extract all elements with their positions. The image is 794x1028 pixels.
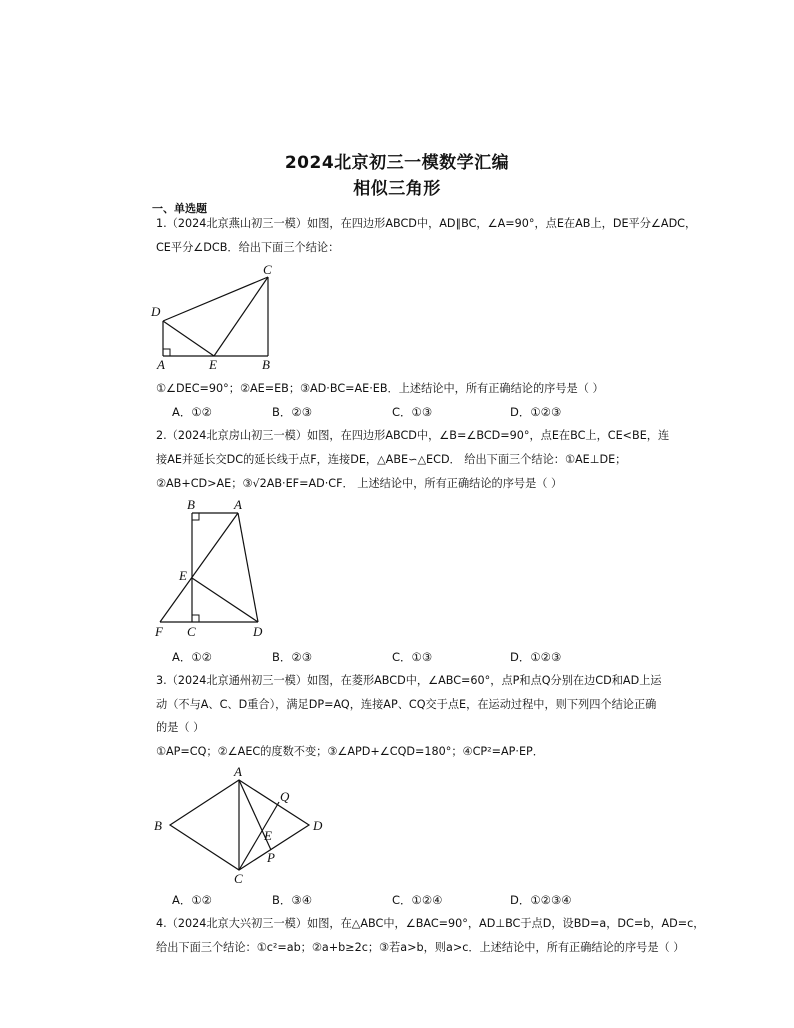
q3-line-2: 动（不与A、C、D重合），满足DP=AQ，连接AP、CQ交于点E，在运动过程中，则下列四个结论正确 [156,698,657,711]
q2-label-f: F [155,624,163,639]
q2-label-e: E [179,568,187,583]
q3-label-d: D [313,818,323,833]
q3-line-4: ①AP=CQ；②∠AEC的度数不变；③∠APD+∠CQD=180°；④CP²=AP·EP． [156,745,544,758]
section-heading: 一、单选题 [152,202,207,215]
q3-option-c[interactable]: C．①②④ [392,893,443,907]
q3-option-a[interactable]: A．①② [172,893,212,907]
q2-option-c[interactable]: C．①③ [392,650,433,664]
q3-label-b: B [154,818,162,833]
q2-label-a: A [234,497,242,512]
q3-option-d[interactable]: D．①②③④ [510,893,572,907]
q1-label-e: E [209,357,217,372]
page-subtitle: 相似三角形 [353,179,441,199]
q1-figure [150,260,290,372]
q3-label-p: P [267,850,275,865]
q2-line-1: 2.（2024北京房山初三一模）如图，在四边形ABCD中，∠B=∠BCD=90°，点E在BC上，CE<BE，连 [156,429,670,442]
q1-label-c: C [263,262,272,277]
q3-line-1: 3.（2024北京通州初三一模）如图，在菱形ABCD中，∠ABC=60°，点P和点Q分别在边CD和AD上运 [156,674,662,687]
q3-figure [150,764,340,886]
q1-label-d: D [151,304,161,319]
q3-label-e: E [264,828,272,843]
q2-line-2: 接AE并延长交DC的延长线于点F，连接DE，△ABE∽△ECD． 给出下面三个结论：①AE⊥DE； [156,453,627,466]
q2-option-b[interactable]: B．②③ [272,650,313,664]
q2-label-d: D [253,624,263,639]
q2-label-b: B [187,497,195,512]
page-title: 2024北京初三一模数学汇编 [284,153,510,173]
q2-line-3: ②AB+CD>AE；③√2AB·EF=AD·CF． 上述结论中，所有正确结论的序号是（ ） [156,477,563,490]
q1-option-a[interactable]: A．①② [172,405,212,419]
q2-figure [150,496,280,642]
q2-option-a[interactable]: A．①② [172,650,212,664]
q1-label-b: B [262,357,270,372]
q2-option-d[interactable]: D．①②③ [510,650,562,664]
q3-label-a: A [234,764,242,779]
q1-option-b[interactable]: B．②③ [272,405,313,419]
q2-label-c: C [187,624,196,639]
q1-line-1: 1.（2024北京燕山初三一模）如图，在四边形ABCD中，AD∥BC，∠A=90°，点E在AB上，DE平分∠ADC， [156,217,697,230]
q1-line-2: CE平分∠DCB．给出下面三个结论： [156,241,340,254]
q1-option-c[interactable]: C．①③ [392,405,433,419]
q4-line-1: 4.（2024北京大兴初三一模）如图，在△ABC中，∠BAC=90°，AD⊥BC于点D，设BD=a，DC=b，AD=c， [156,917,705,930]
q1-line-3: ①∠DEC=90°；②AE=EB；③AD·BC=AE·EB．上述结论中，所有正确结论的序号是（ ） [156,382,604,395]
q1-label-a: A [157,357,165,372]
q1-option-d[interactable]: D．①②③ [510,405,562,419]
q4-line-2: 给出下面三个结论：①c²=ab；②a+b≥2c；③若a>b，则a>c．上述结论中，所有正确结论的序号是（ ） [156,941,685,954]
q3-label-q: Q [280,789,290,804]
q3-option-b[interactable]: B．③④ [272,893,313,907]
q3-line-3: 的是（ ） [156,721,205,734]
q3-label-c: C [234,871,243,886]
